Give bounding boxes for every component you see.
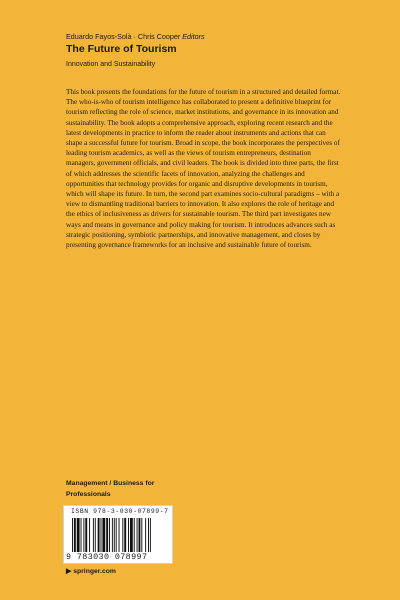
barcode-bar (83, 518, 84, 552)
barcode-bar (137, 518, 138, 552)
barcode-bar (85, 518, 87, 552)
triangle-right-icon: ▶ (66, 568, 72, 575)
barcode-number: 9 783030 078997 (66, 552, 148, 562)
barcode-bar (114, 518, 115, 552)
barcode-bar (89, 518, 90, 552)
barcode-bar (101, 518, 102, 552)
barcode-bar (124, 518, 126, 552)
category-line-1: Management / Business for (66, 480, 155, 487)
barcode-bar (139, 518, 141, 552)
book-subtitle: Innovation and Sustainability (66, 61, 156, 68)
barcode-bar (128, 518, 129, 552)
book-description: This book presents the foundations for the future of tourism in a structured and detailed format. The who-is-who of tourism intelligence has collaborated to present a definitive blueprint for tourism reflecting the role of science, market institutions, and governance in its innovation and sustainability. The book adopts a comprehensive approach, exploring recent research and the latest developments in practice to inform the reader about instruments and actions that can shape a successful future for tourism. Broad in scope, the book incorporates the perspectives of leading tourism academics, as well as the views of tourism entrepreneurs, destination managers, government officials, and civil leaders. The book is divided into three parts, the first of which addresses the scientific facets of innovation, analyzing the challenges and opportunities that technology provides for organic and disruptive developments in tourism, which will shape its future. In turn, the second part examines socio-cultural paradigms – with a view to dismantling traditional barriers to innovation. It also explores the role of heritage and the ethics of inclusiveness as drivers for sustainable tourism. The third part investigates new ways and means in governance and policy making for tourism. It introduces advances such as strategic positioning, symbiotic partnerships, and innovative management, and closes by presenting governance frameworks for an inclusive and sustainable future of tourism. (66, 88, 341, 250)
barcode-bar (134, 518, 135, 552)
barcode-icon (72, 518, 164, 552)
barcode-bar (130, 518, 133, 552)
barcode-bar (93, 518, 94, 552)
publisher-link[interactable] (66, 567, 116, 575)
barcode-bar (116, 518, 117, 552)
barcode-bar (141, 518, 142, 552)
barcode-bar (145, 518, 146, 552)
barcode-bar (95, 518, 96, 552)
barcode-bar (81, 518, 82, 552)
editors-role: Editors (182, 32, 205, 41)
barcode-bar (109, 518, 110, 552)
barcode-bar (112, 518, 113, 552)
editors-names: Eduardo Fayos-Solà · Chris Cooper (66, 32, 181, 41)
subject-category (66, 479, 154, 500)
isbn-label: ISBN 978-3-030-07899-7 (71, 508, 169, 515)
barcode-bar (119, 518, 120, 552)
publisher-url: springer.com (73, 568, 116, 575)
cover-header (66, 32, 205, 69)
category-line-2: Professionals (66, 490, 111, 498)
barcode-bar (148, 518, 149, 552)
barcode-bar (150, 518, 151, 552)
barcode-bar (102, 518, 105, 552)
editors-line (66, 32, 205, 41)
barcode-bar (72, 518, 73, 552)
book-title: The Future of Tourism (66, 43, 177, 55)
barcode-bar (74, 518, 76, 552)
barcode-bar (98, 518, 100, 552)
barcode-bar (77, 518, 80, 552)
barcode-bar (122, 518, 123, 552)
barcode-panel (63, 505, 173, 564)
barcode-bar (106, 518, 108, 552)
